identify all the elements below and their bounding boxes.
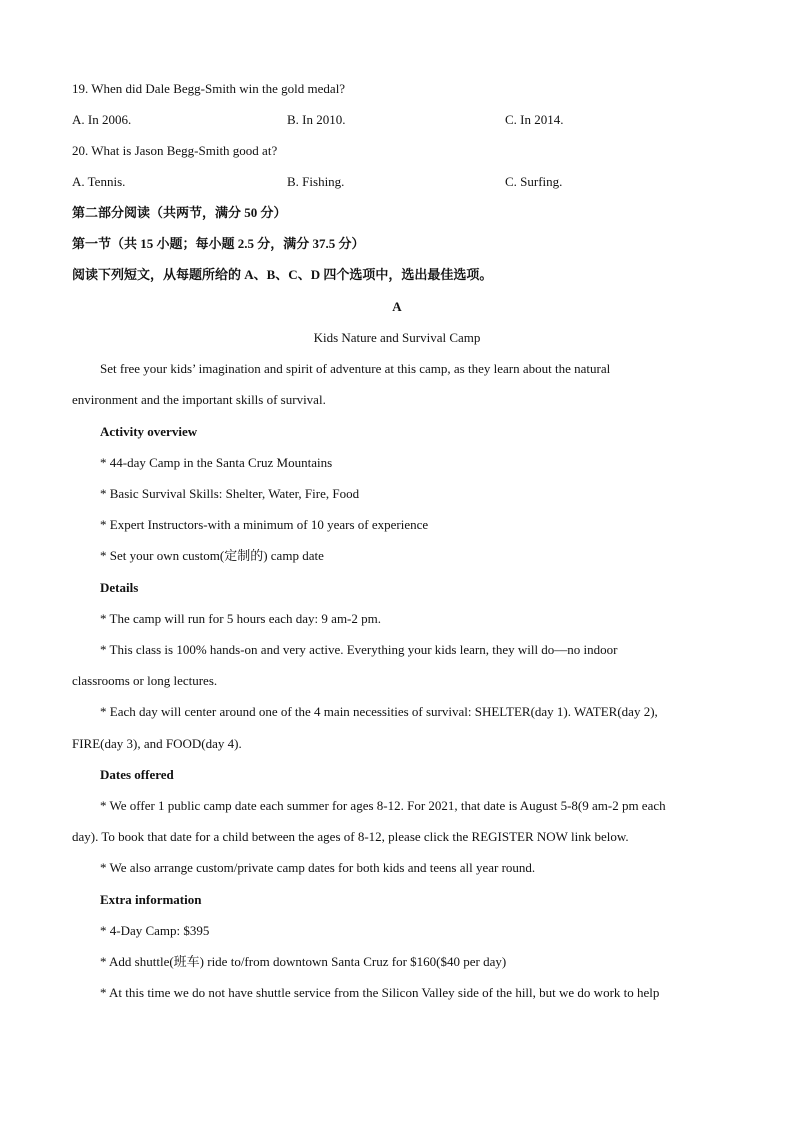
passage-title: Kids Nature and Survival Camp <box>313 330 481 345</box>
dates-item-private: * We also arrange custom/private camp dates for both kids and teens all year round. <box>100 860 536 875</box>
question-20-option-b: B. Fishing. <box>287 174 345 189</box>
passage-letter: A <box>392 299 402 314</box>
extra-item-silicon-valley: * At this time we do not have shuttle service from the Silicon Valley side of the hill, but we do work to help <box>100 985 660 1000</box>
details-item-hours: * The camp will run for 5 hours each day: 9 am-2 pm. <box>100 611 381 626</box>
dates-item-public-line-1: * We offer 1 public camp date each summer for ages 8-12. For 2021, that date is August 5-8(9 am-2 pm each <box>100 798 666 813</box>
part-title: 第二部分阅读（共两节，满分 50 分） <box>72 205 287 220</box>
dates-offered-heading: Dates offered <box>100 767 174 782</box>
dates-item-public-line-2: day). To book that date for a child between the ages of 8-12, please click the REGISTER NOW link below. <box>72 829 629 844</box>
activity-overview-heading: Activity overview <box>100 424 198 439</box>
question-19-option-b: B. In 2010. <box>287 112 346 127</box>
question-19-stem: 19. When did Dale Begg-Smith win the gold medal? <box>72 81 346 96</box>
question-19-option-c: C. In 2014. <box>505 112 564 127</box>
details-item-necessities-line-2: FIRE(day 3), and FOOD(day 4). <box>72 736 242 751</box>
question-19-option-a: A. In 2006. <box>72 112 132 127</box>
extra-item-price: * 4-Day Camp: $395 <box>100 923 210 938</box>
section-instruction: 阅读下列短文，从每题所给的 A、B、C、D 四个选项中，选出最佳选项。 <box>72 267 493 282</box>
extra-information-heading: Extra information <box>100 892 202 907</box>
details-item-necessities-line-1: * Each day will center around one of the 4 main necessities of survival: SHELTER(day 1). WATER(day 2), <box>100 704 658 719</box>
details-heading: Details <box>100 580 139 595</box>
activity-item: * 44-day Camp in the Santa Cruz Mountains <box>100 455 333 470</box>
details-item-hands-on-line-2: classrooms or long lectures. <box>72 673 218 688</box>
question-20-option-c: C. Surfing. <box>505 174 563 189</box>
extra-item-shuttle: * Add shuttle(班车) ride to/from downtown Santa Cruz for $160($40 per day) <box>100 954 507 969</box>
activity-item: * Expert Instructors-with a minimum of 10 years of experience <box>100 517 429 532</box>
question-20-option-a: A. Tennis. <box>72 174 126 189</box>
details-item-hands-on-line-1: * This class is 100% hands-on and very active. Everything your kids learn, they will do—no indoor <box>100 642 618 657</box>
question-20-stem: 20. What is Jason Begg-Smith good at? <box>72 143 278 158</box>
passage-intro-line-1: Set free your kids’ imagination and spirit of adventure at this camp, as they learn about the natural <box>100 361 611 376</box>
section-title: 第一节（共 15 小题；每小题 2.5 分，满分 37.5 分） <box>72 236 365 251</box>
activity-item: * Set your own custom(定制的) camp date <box>100 548 324 563</box>
passage-intro-line-2: environment and the important skills of survival. <box>72 392 326 407</box>
activity-item: * Basic Survival Skills: Shelter, Water, Fire, Food <box>100 486 360 501</box>
